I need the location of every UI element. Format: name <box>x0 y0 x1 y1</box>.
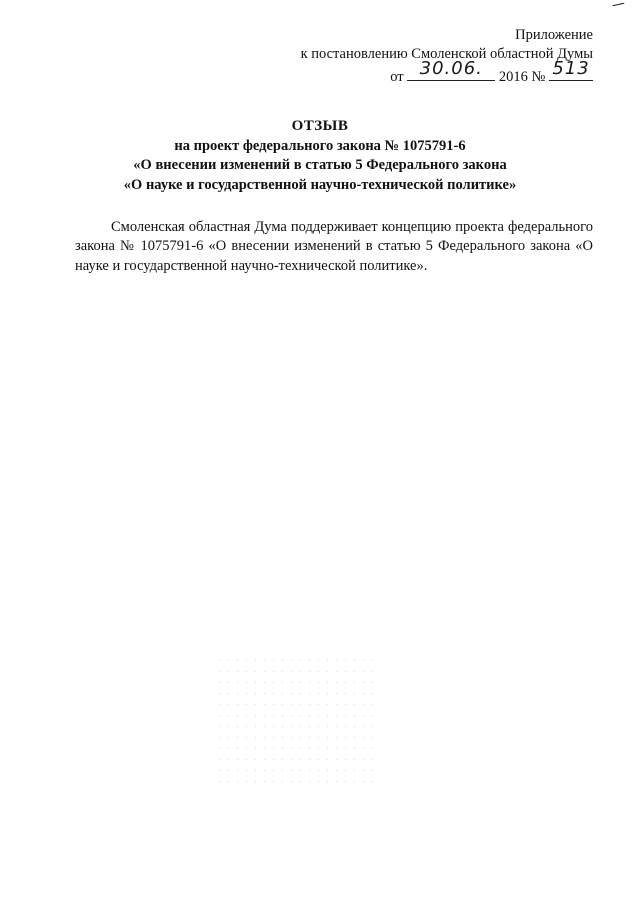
corner-mark <box>612 0 625 6</box>
appendix-header <box>301 26 593 87</box>
from-label: от <box>390 69 404 85</box>
body-paragraph: Смоленская областная Дума поддерживает концепцию проекта федерального закона № 1075791-6 «О внесении изменений в статью 5 Федерального закона «О науке и государственной научно-технической политике». <box>75 218 593 274</box>
title-main: ОТЗЫВ <box>291 118 349 134</box>
handwritten-number: 513 <box>552 58 590 79</box>
appendix-label: Приложение <box>515 27 593 43</box>
faint-stamp-impression <box>215 655 375 790</box>
title-line-1: на проект федерального закона № 1075791-6 <box>174 137 466 154</box>
date-blank <box>407 58 495 81</box>
title-line-2: «О внесении изменений в статью 5 Федерального закона <box>133 157 507 173</box>
appendix-reference: к постановлению Смоленской областной Думы <box>300 46 593 62</box>
year-label: 2016 № <box>498 69 546 85</box>
handwritten-date: 30.06. <box>419 58 483 79</box>
document-title <box>48 117 592 195</box>
title-line-3: «О науке и государственной научно-технической политике» <box>123 176 517 193</box>
appendix-date-line <box>301 58 593 87</box>
number-blank <box>549 58 593 81</box>
